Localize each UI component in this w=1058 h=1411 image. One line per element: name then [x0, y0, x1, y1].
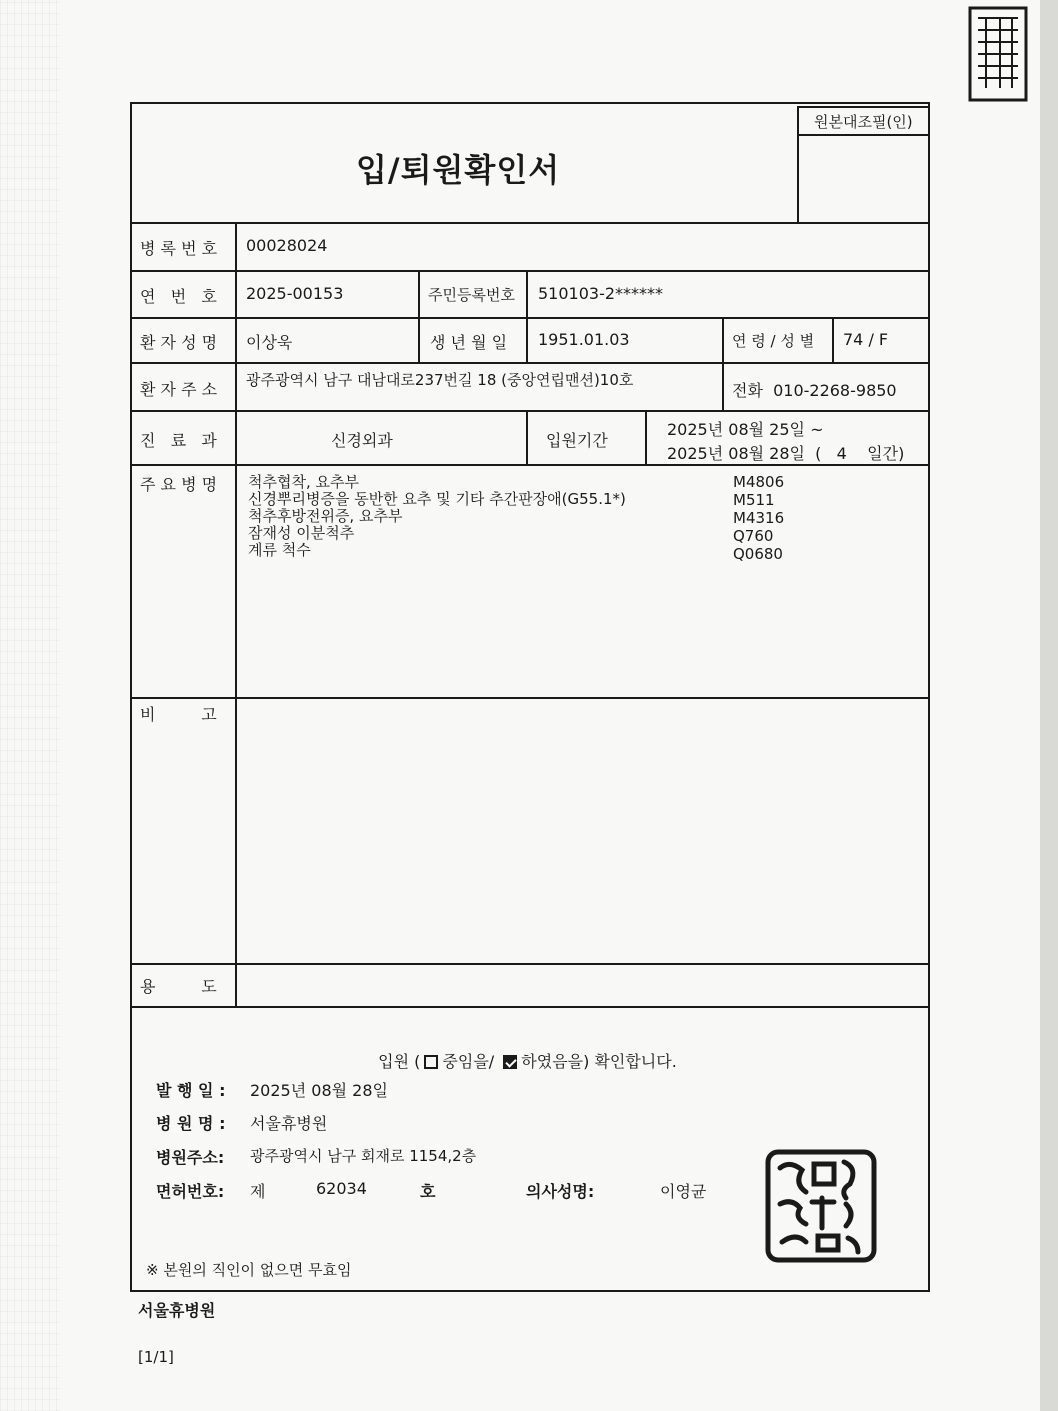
validity-notice: ※ 본원의 직인이 없으면 무효임 — [146, 1261, 352, 1279]
option-in-progress-checkbox — [424, 1055, 438, 1069]
license-suffix: 호 — [420, 1182, 436, 1201]
record-no-label: 병 록 번 호 — [140, 239, 218, 258]
option-completed-checkbox — [503, 1055, 517, 1069]
row-divider — [130, 697, 930, 699]
copy-stamp-divider — [797, 134, 930, 136]
cell-divider — [418, 270, 420, 362]
diagnosis-code: Q0680 — [733, 545, 783, 563]
doctor-label: 의사성명: — [526, 1182, 595, 1201]
remarks-label: 비 고 — [140, 705, 217, 724]
serial-no-label: 연 번 호 — [140, 287, 217, 306]
hospital-name-value: 서울휴병원 — [250, 1114, 328, 1133]
record-no-value: 00028024 — [246, 236, 328, 255]
cell-divider — [832, 317, 834, 362]
diagnosis-list — [248, 474, 626, 559]
row-divider — [130, 1006, 930, 1008]
copy-stamp-label: 원본대조필(인) — [814, 113, 913, 131]
period-start-value: 2025년 08월 25일 ~ — [667, 420, 824, 439]
row-divider — [130, 222, 930, 224]
diagnosis-code-list — [733, 473, 784, 563]
diagnosis-code: Q760 — [733, 527, 774, 545]
cell-divider — [722, 317, 724, 410]
page-edge — [1040, 0, 1058, 1411]
purpose-label: 용 도 — [140, 977, 217, 996]
scan-noise — [0, 0, 60, 1411]
row-divider — [130, 362, 930, 364]
resident-no-value: 510103-2****** — [538, 284, 664, 303]
row-divider — [130, 410, 930, 412]
row-divider — [130, 963, 930, 965]
cell-divider — [526, 270, 528, 362]
page-indicator: [1/1] — [138, 1348, 174, 1366]
diagnosis-label: 주 요 병 명 — [140, 475, 218, 494]
issue-date-value: 2025년 08월 28일 — [250, 1081, 388, 1100]
corner-seal-icon — [966, 4, 1030, 104]
department-value: 신경외과 — [331, 431, 393, 450]
confirmation-line — [368, 1030, 677, 1072]
license-label: 면허번호: — [156, 1182, 225, 1201]
hospital-seal-icon — [762, 1146, 880, 1266]
label-column-line — [235, 222, 237, 1006]
diagnosis-code: M511 — [733, 491, 775, 509]
hospital-address-label: 병원주소: — [156, 1148, 225, 1167]
birth-date-value: 1951.01.03 — [538, 330, 630, 349]
option-in-progress-label: 중임을/ — [442, 1052, 495, 1071]
department-label: 진 료 과 — [140, 431, 217, 450]
age-sex-label: 연 령 / 성 별 — [732, 332, 815, 350]
diagnosis-name: 척추후방전위증, 요추부 — [248, 507, 403, 525]
admission-period-label: 입원기간 — [546, 431, 608, 450]
license-prefix: 제 — [250, 1182, 266, 1201]
row-divider — [130, 270, 930, 272]
footer-hospital-name: 서울휴병원 — [138, 1301, 216, 1320]
patient-name-value: 이상욱 — [246, 333, 293, 352]
diagnosis-code: M4806 — [733, 473, 785, 491]
license-number: 62034 — [316, 1179, 367, 1198]
diagnosis-name: 잠재성 이분척추 — [248, 524, 355, 542]
patient-name-label: 환 자 성 명 — [140, 333, 218, 352]
doctor-name: 이영균 — [660, 1182, 707, 1201]
address-value: 광주광역시 남구 대남대로237번길 18 (중앙연립맨션)10호 — [246, 371, 634, 389]
diagnosis-name: 신경뿌리병증을 동반한 요추 및 기타 추간판장애(G55.1*) — [248, 490, 626, 508]
period-end-value: 2025년 08월 28일 ( 4 일간) — [667, 444, 905, 463]
row-divider — [130, 317, 930, 319]
birth-date-label: 생 년 월 일 — [430, 333, 508, 352]
diagnosis-name: 계류 척수 — [248, 541, 311, 559]
serial-no-value: 2025-00153 — [246, 284, 344, 303]
confirmation-prefix: 입원 ( — [378, 1052, 421, 1071]
hospital-address-value: 광주광역시 남구 회재로 1154,2층 — [250, 1147, 477, 1165]
cell-divider — [645, 410, 647, 464]
cell-divider — [526, 410, 528, 464]
document-title: 입/퇴원확인서 — [356, 151, 561, 189]
address-label: 환 자 주 소 — [140, 380, 218, 399]
issue-date-label: 발 행 일 : — [156, 1081, 226, 1100]
resident-no-label: 주민등록번호 — [428, 286, 515, 304]
diagnosis-code: M4316 — [733, 509, 785, 527]
row-divider — [130, 464, 930, 466]
phone-value: 전화 010-2268-9850 — [732, 381, 897, 400]
age-sex-value: 74 / F — [843, 330, 889, 349]
option-completed-label: 하였음을) 확인합니다. — [521, 1052, 677, 1071]
hospital-name-label: 병 원 명 : — [156, 1114, 226, 1133]
diagnosis-name: 척추협착, 요추부 — [248, 473, 359, 491]
